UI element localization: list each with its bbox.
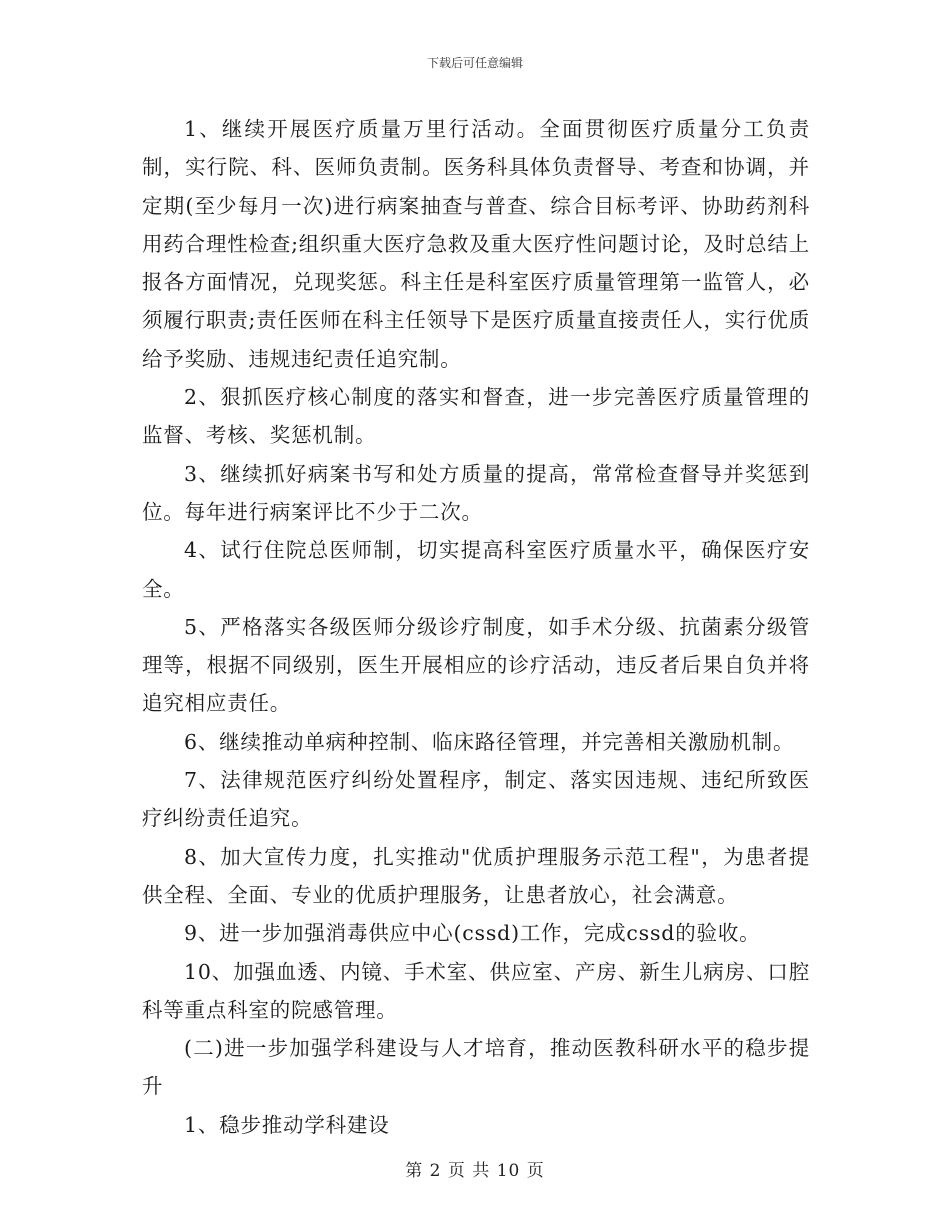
paragraph-item-9: 9、进一步加强消毒供应中心(cssd)工作，完成cssd的验收。 <box>184 921 761 946</box>
document-body <box>142 110 810 1144</box>
section-heading: (二)进一步加强学科建设与人才培育，推动医教科研水平的稳步提升 <box>142 1036 810 1099</box>
page-number-footer: 第 2 页 共 10 页 <box>405 1161 545 1181</box>
paragraph-item-4: 4、试行住院总医师制，切实提高科室医疗质量水平，确保医疗安全。 <box>142 538 810 601</box>
paragraph-item-6: 6、继续推动单病种控制、临床路径管理，并完善相关激励机制。 <box>184 729 795 754</box>
paragraph-item-7: 7、法律规范医疗纠纷处置程序，制定、落实因违规、违纪所致医疗纠纷责任追究。 <box>142 768 810 831</box>
paragraph-item-3: 3、继续抓好病案书写和处方质量的提高，常常检查督导并奖惩到位。每年进行病案评比不少于二次。 <box>142 461 810 524</box>
paragraph-item-10: 10、加强血透、内镜、手术室、供应室、产房、新生儿病房、口腔科等重点科室的院感管理。 <box>142 959 810 1022</box>
paragraph-item-8: 8、加大宣传力度，扎实推动"优质护理服务示范工程"，为患者提供全程、全面、专业的优质护理服务，让患者放心，社会满意。 <box>142 844 810 907</box>
paragraph-item-5: 5、严格落实各级医师分级诊疗制度，如手术分级、抗菌素分级管理等，根据不同级别，医生开展相应的诊疗活动，违反者后果自负并将追究相应责任。 <box>142 614 810 716</box>
header-note: 下载后可任意编辑 <box>426 56 523 70</box>
subsection-heading: 1、稳步推动学科建设 <box>184 1112 390 1137</box>
paragraph-item-2: 2、狠抓医疗核心制度的落实和督查，进一步完善医疗质量管理的监督、考核、奖惩机制。 <box>142 385 810 448</box>
paragraph-item-1: 1、继续开展医疗质量万里行活动。全面贯彻医疗质量分工负责制，实行院、科、医师负责制。医务科具体负责督导、考查和协调，并定期(至少每月一次)进行病案抽查与普查、综合目标考评、协助药剂科用药合理性检查;组织重大医疗急救及重大医疗性问题讨论，及时总结上报各方面情况，兑现奖惩。科主任是科室医疗质量管理第一监管人，必须履行职责;责任医师在科主任领导下是医疗质量直接责任人，实行优质给予奖励、违规违纪责任追究制。 <box>142 117 811 371</box>
